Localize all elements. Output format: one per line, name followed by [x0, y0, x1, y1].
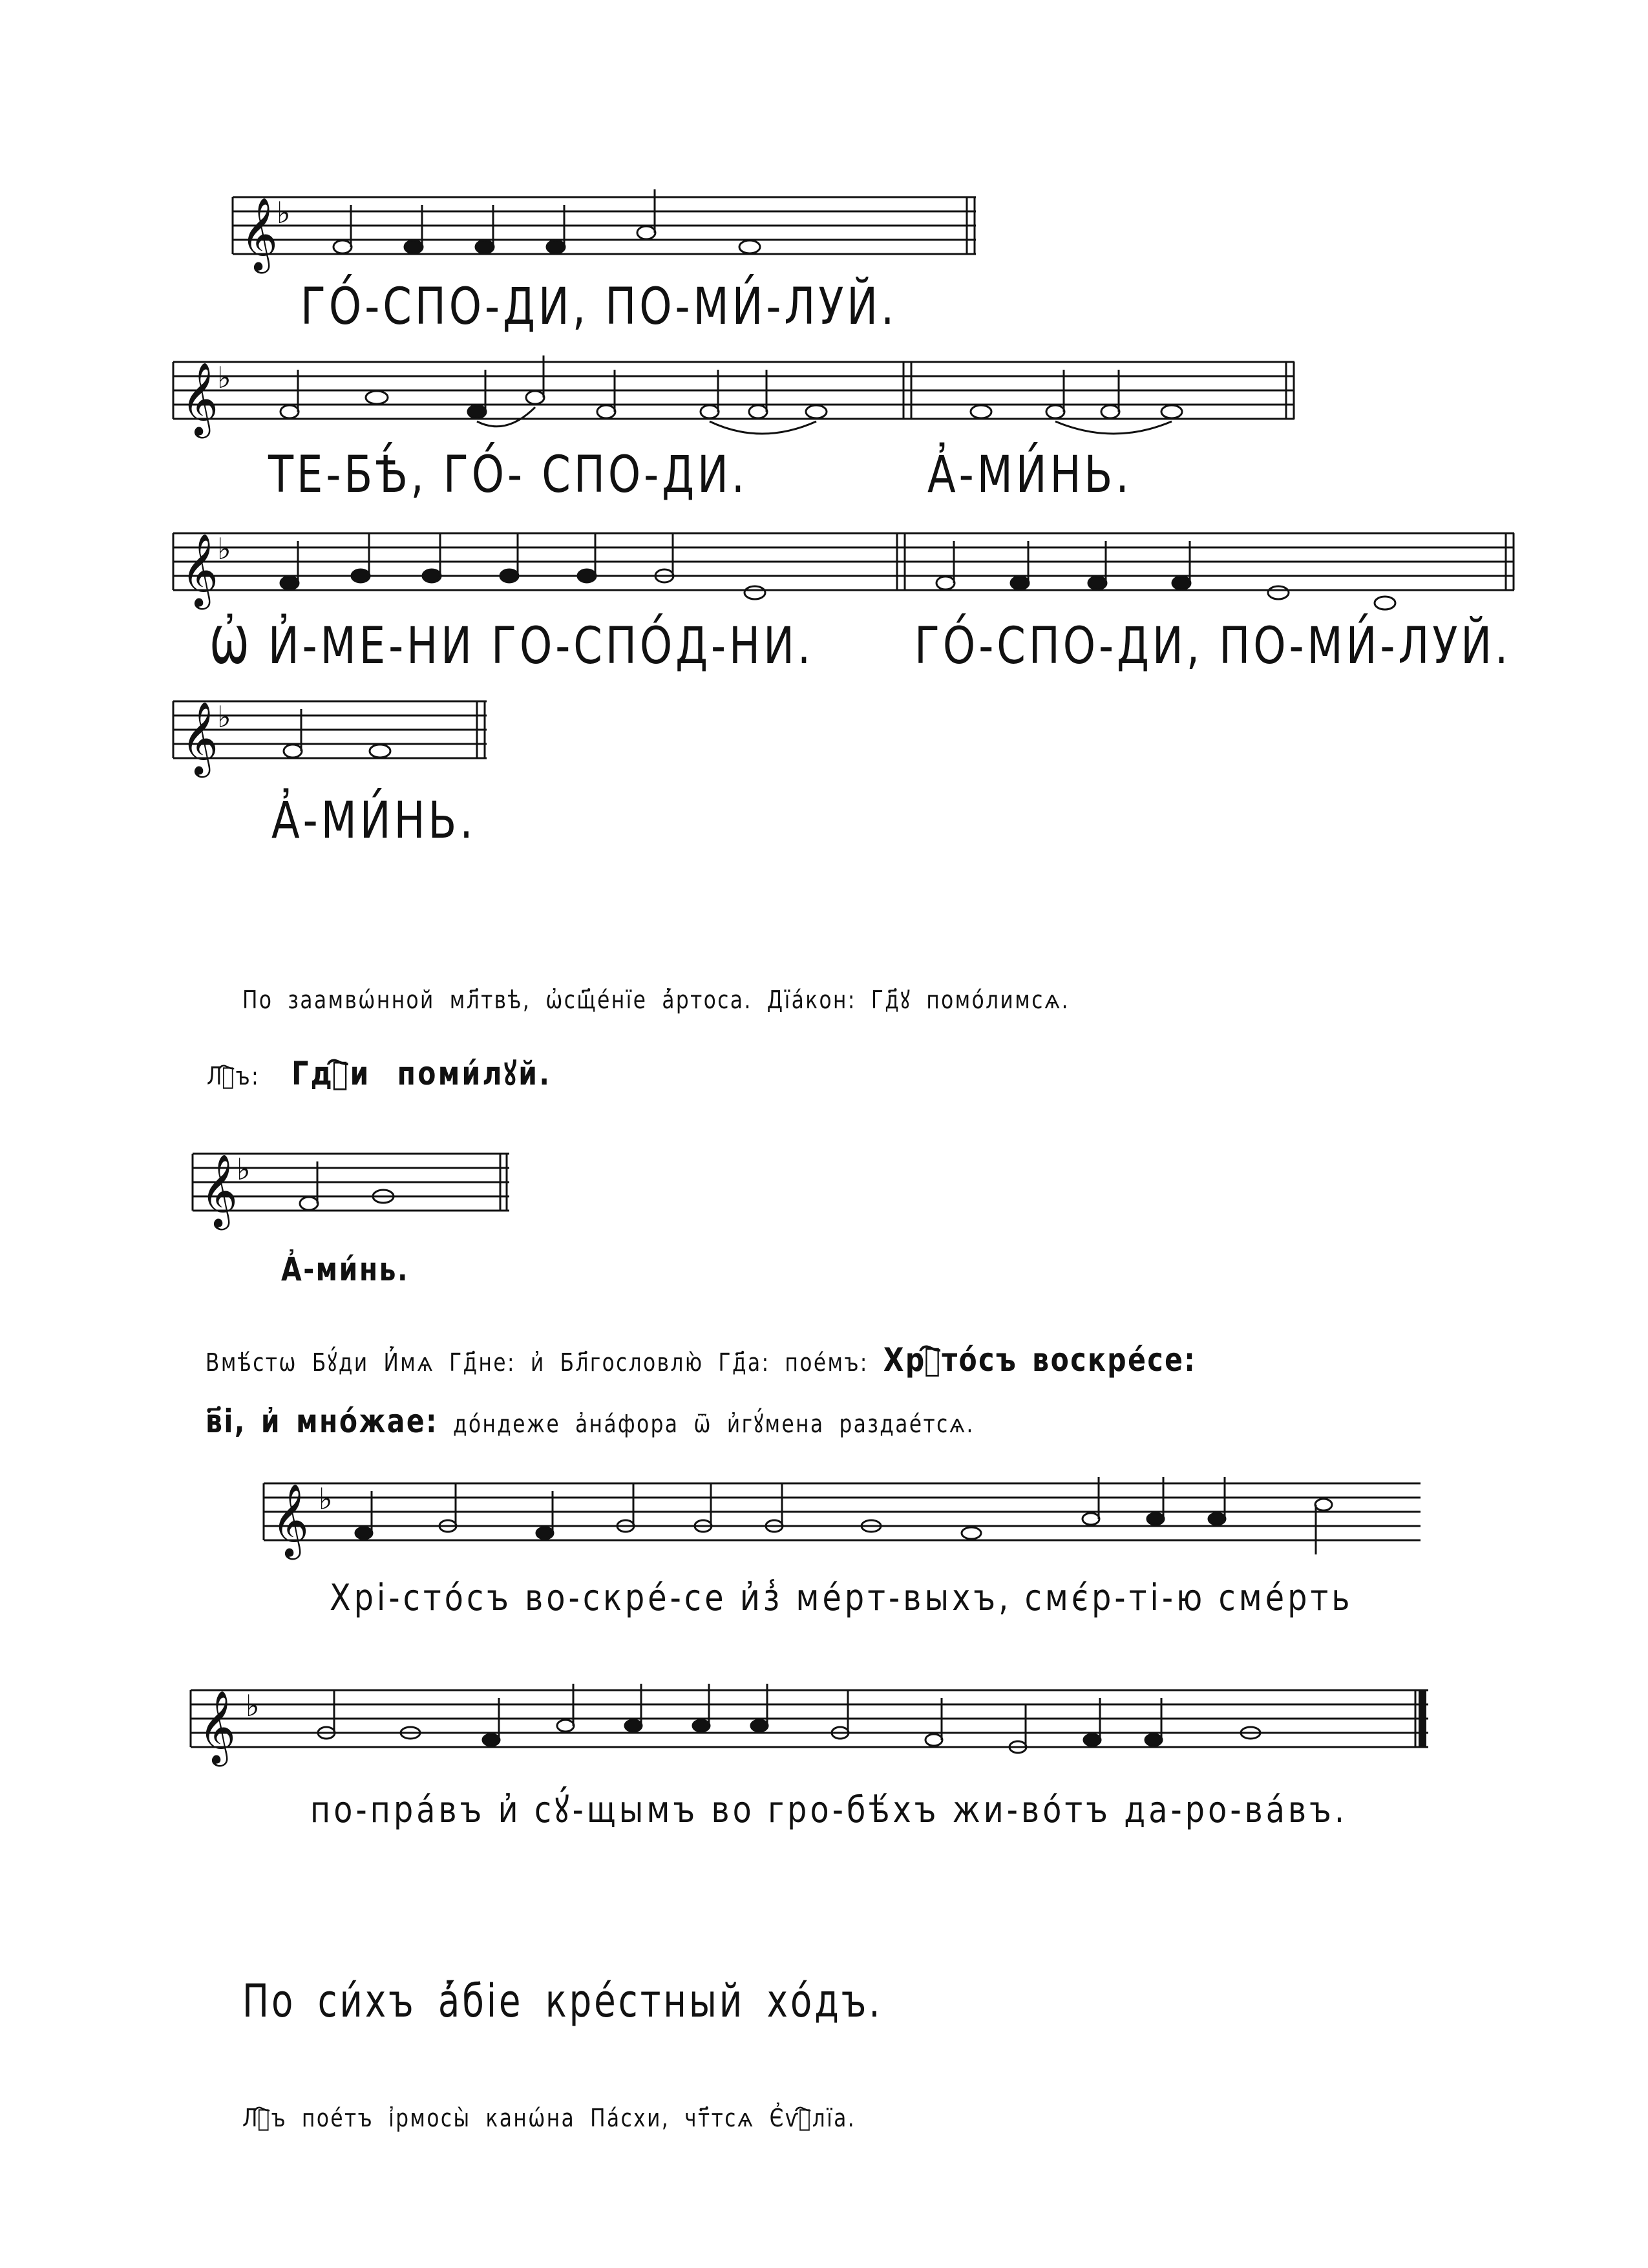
rubric1-word: а҆́ртоса. — [662, 986, 752, 1014]
rubric1-word: По — [242, 986, 273, 1014]
rubric-instead-line1 — [206, 1341, 1211, 1379]
lyric-system-1: ГО́-СПО-ДИ, ПО-МИ́-ЛУЙ. — [301, 278, 898, 336]
svg-text:♭: ♭ — [217, 360, 231, 395]
rubric2-word: воскре́се: — [1032, 1341, 1197, 1379]
rubric2-word: мно́жае: — [296, 1403, 438, 1440]
rubric2-word: ѿ — [693, 1410, 712, 1438]
lyric-system-3a: Ѡ҆ И҆-МЕ-НИ ГО-СПО́Д-НИ. — [210, 617, 814, 675]
procession-word: си́хъ — [317, 1975, 416, 2028]
final-word: Є҆ѵⷢ҇лїа. — [769, 2104, 856, 2132]
choir-response — [207, 1050, 551, 1094]
rubric2-word: и҆ — [260, 1403, 282, 1440]
rubric2-word: и҆ — [530, 1348, 545, 1377]
rubric-after-ambo-prayer — [242, 982, 1084, 1016]
lyric-system-2a: ТЕ-БѢ́, ГО́- СПО-ДИ. — [268, 446, 748, 504]
choir-label: Лⷱ҇ъ: — [207, 1062, 260, 1090]
procession-word: По — [242, 1975, 296, 2028]
procession-word: хо́дъ. — [766, 1975, 883, 2028]
svg-text:♭: ♭ — [217, 699, 231, 734]
rubric2-word: Гд҃не: — [449, 1348, 516, 1377]
final-word: чт҃тсѧ — [684, 2104, 755, 2132]
final-word: Па́схи, — [590, 2104, 670, 2132]
staff-3 — [173, 520, 1524, 617]
svg-text:♭: ♭ — [237, 1152, 251, 1187]
final-word: канѡ́на — [485, 2104, 576, 2132]
rubric1-word: помо́лимсѧ. — [926, 986, 1070, 1014]
choir-word: Гдⷭ҇и — [291, 1055, 371, 1092]
rubric1-word: мл҃твѣ, — [449, 986, 531, 1014]
svg-text:♭: ♭ — [217, 531, 231, 566]
svg-text:𝄞: 𝄞 — [181, 533, 218, 607]
staff-2 — [173, 349, 1304, 440]
amen-small: А҆-ми́нь. — [281, 1251, 410, 1288]
svg-text:𝄞: 𝄞 — [198, 1690, 236, 1764]
rubric2-word: Бл҃гословлю̀ — [560, 1348, 704, 1377]
procession-heading — [242, 1975, 896, 2028]
svg-text:𝄞: 𝄞 — [271, 1483, 309, 1557]
final-word: і҆рмосы̀ — [388, 2104, 471, 2132]
rubric2-word: пое́мъ: — [785, 1348, 869, 1377]
svg-text:𝄞: 𝄞 — [200, 1154, 238, 1227]
rubric2-word: а҆на́фора — [575, 1410, 679, 1438]
svg-text:𝄞: 𝄞 — [181, 362, 218, 436]
lyric-system-2b: А҆-МИ́НЬ. — [927, 446, 1132, 504]
rubric2-word: Вмѣ́стѡ — [206, 1348, 297, 1377]
treble-clef-icon: 𝄞 — [240, 197, 278, 271]
rubric1-word: ѡ҆сщ҃е́нїе — [545, 986, 648, 1014]
svg-text:♭: ♭ — [319, 1481, 333, 1516]
svg-text:𝄞: 𝄞 — [181, 701, 218, 775]
procession-word: кре́стный — [545, 1975, 745, 2028]
choir-word: поми́лꙋй. — [397, 1055, 552, 1092]
rubric1-word: Дїа́кон: — [766, 986, 856, 1014]
troparion-line-1: Хрі-сто́съ во-скре́-се и҆з̾ ме́рт-выхъ, смє́р-ті-ю сме́рть — [330, 1577, 1353, 1619]
staff-5 — [193, 1141, 516, 1231]
staff-6 — [264, 1470, 1427, 1561]
rubric2-word: раздае́тсѧ. — [839, 1410, 975, 1438]
rubric2-word: Гд҃а: — [718, 1348, 770, 1377]
rubric1-word: Гд҃ꙋ — [871, 986, 912, 1014]
rubric2-word: в҃і, — [206, 1403, 246, 1440]
staff-1 — [233, 184, 982, 275]
rubric2-word: и҆гꙋ́мена — [726, 1410, 825, 1438]
staff-4 — [173, 688, 496, 779]
procession-word: а҆́біе — [438, 1975, 523, 2028]
troparion-line-2: по-пра́въ и҆ сꙋ́-щымъ во гро-бѣ́хъ жи-во́тъ да-ро-ва́въ. — [310, 1789, 1348, 1831]
flat-icon: ♭ — [277, 195, 291, 230]
rubric2-word: до́ндеже — [452, 1410, 561, 1438]
final-word: Лⷭ҇ъ — [242, 2104, 288, 2132]
staff-7 — [191, 1677, 1438, 1768]
lyric-system-4: А҆-МИ́НЬ. — [271, 792, 476, 850]
final-word: пое́тъ — [302, 2104, 374, 2132]
rubric2-word: Хрⷭ҇то́съ — [883, 1341, 1018, 1379]
rubric1-word: заамвѡ́нной — [288, 986, 435, 1014]
lyric-system-3b: ГО́-СПО-ДИ, ПО-МИ́-ЛУЙ. — [914, 617, 1512, 675]
rubric-instead-line2 — [206, 1403, 989, 1440]
rubric2-word: И҆́мѧ — [383, 1348, 435, 1377]
rubric2-word: Бꙋ́ди — [312, 1348, 369, 1377]
final-rubric — [242, 2104, 871, 2132]
svg-text:♭: ♭ — [246, 1688, 260, 1723]
